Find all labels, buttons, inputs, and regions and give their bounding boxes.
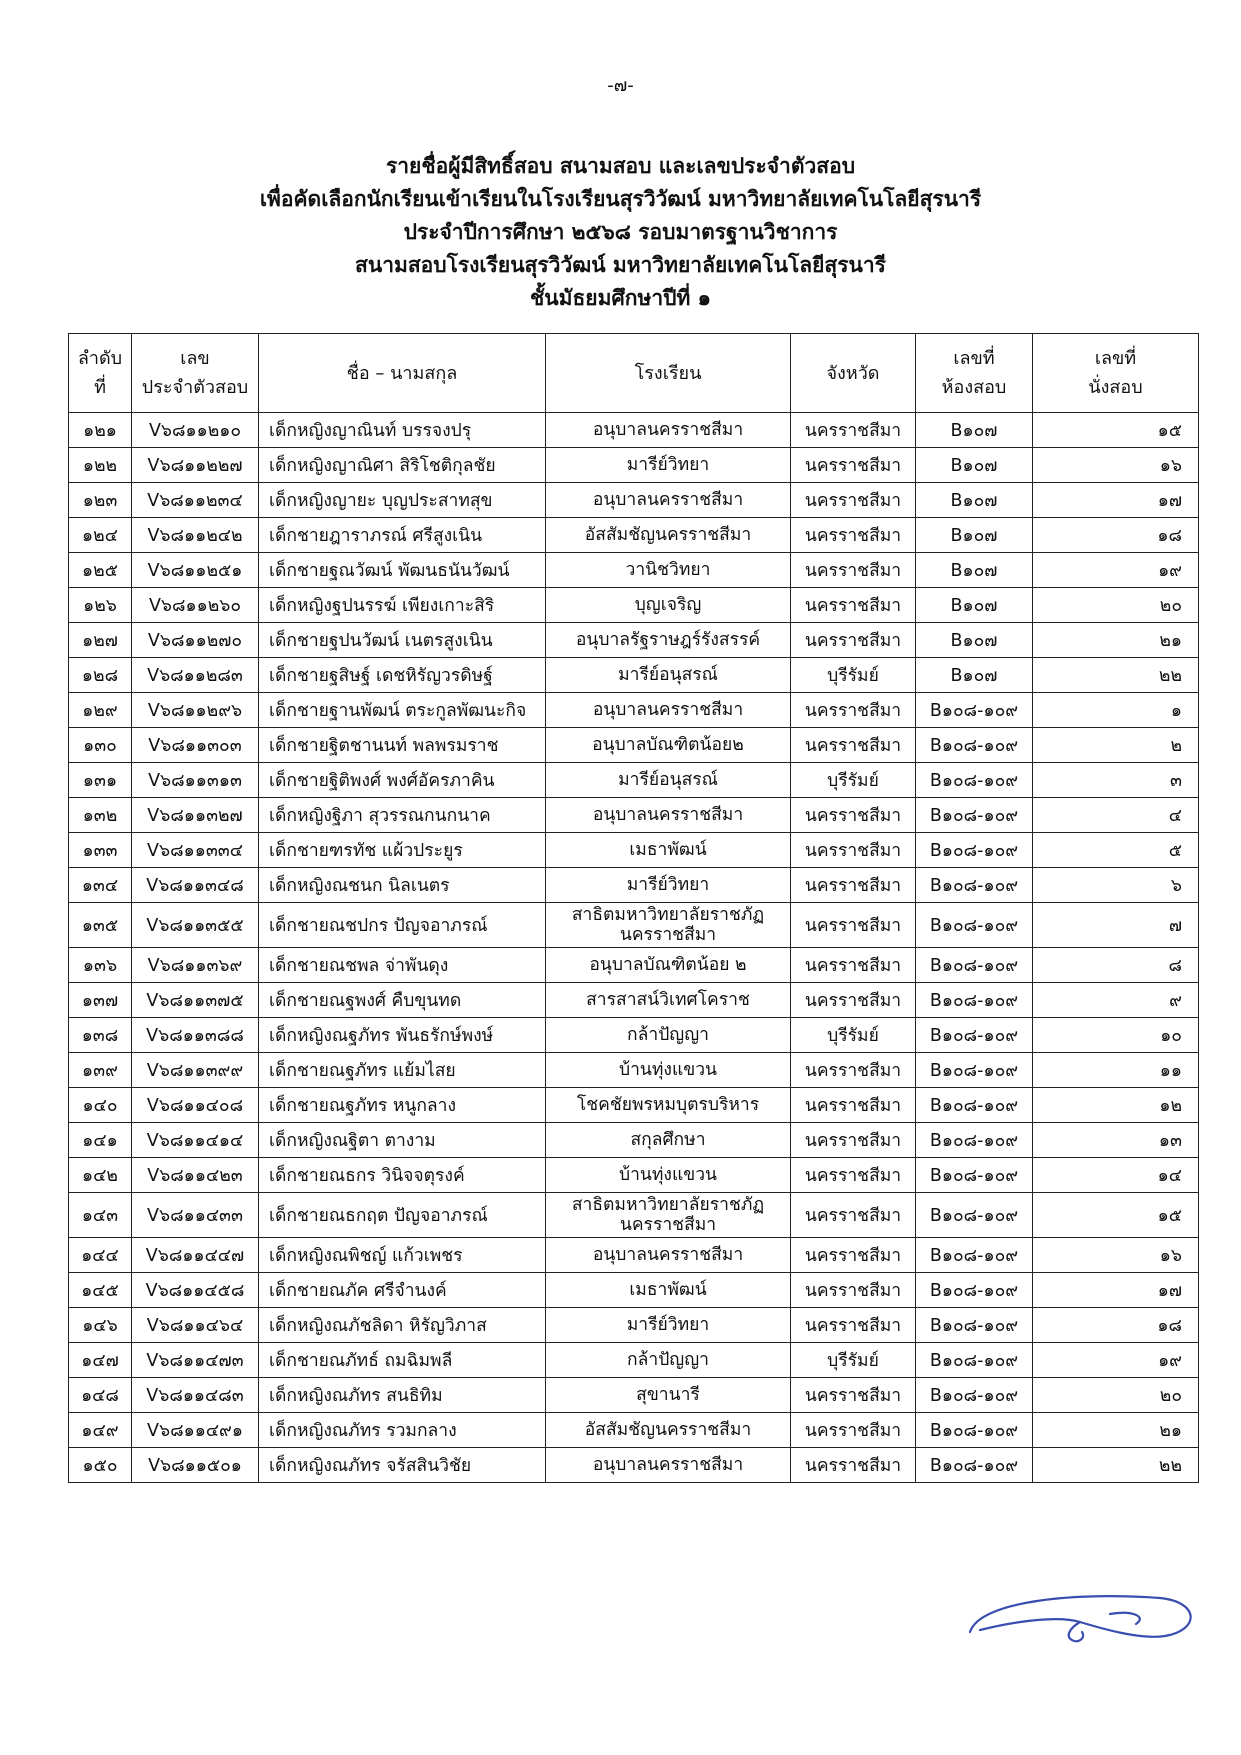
cell-name: เด็กหญิงณภัทร สนธิทิม — [259, 1378, 546, 1413]
cell-seat: ๒๑ — [1033, 623, 1199, 658]
cell-room: B๑๐๗ — [916, 623, 1033, 658]
cell-no: ๑๒๗ — [69, 623, 132, 658]
cell-room: B๑๐๘-๑๐๙ — [916, 1238, 1033, 1273]
cell-name: เด็กหญิงฐปนรรฆ์ เพียงเกาะสิริ — [259, 588, 546, 623]
cell-no: ๑๔๐ — [69, 1088, 132, 1123]
cell-no: ๑๓๔ — [69, 868, 132, 903]
cell-school: อนุบาลบัณฑิตน้อย ๒ — [546, 948, 791, 983]
cell-school: โชคชัยพรหมบุตรบริหาร — [546, 1088, 791, 1123]
cell-room: B๑๐๘-๑๐๙ — [916, 1378, 1033, 1413]
cell-no: ๑๓๒ — [69, 798, 132, 833]
cell-seat: ๑๔ — [1033, 1158, 1199, 1193]
heading-line: รายชื่อผู้มีสิทธิ์สอบ สนามสอบ และเลขประจำตัวสอบ — [385, 154, 856, 178]
table-row — [69, 1448, 1199, 1483]
cell-no: ๑๔๓ — [69, 1193, 132, 1238]
cell-name: เด็กชายฑรทัช แผ้วประยูร — [259, 833, 546, 868]
cell-name: เด็กหญิงญาณินท์ บรรจงปรุ — [259, 413, 546, 448]
cell-name: เด็กชายณชปกร ปัญจอาภรณ์ — [259, 903, 546, 948]
cell-seat: ๓ — [1033, 763, 1199, 798]
cell-province: นครราชสีมา — [791, 1413, 916, 1448]
cell-room: B๑๐๘-๑๐๙ — [916, 1158, 1033, 1193]
cell-room: B๑๐๘-๑๐๙ — [916, 1088, 1033, 1123]
cell-seat: ๙ — [1033, 983, 1199, 1018]
table-row — [69, 658, 1199, 693]
cell-exam-id: V๖๘๑๑๓๙๙ — [132, 1053, 259, 1088]
cell-province: นครราชสีมา — [791, 623, 916, 658]
table-row — [69, 1238, 1199, 1273]
cell-name: เด็กหญิงณภัทร รวมกลาง — [259, 1413, 546, 1448]
cell-name: เด็กชายณธกฤต ปัญจอาภรณ์ — [259, 1193, 546, 1238]
table-row — [69, 1413, 1199, 1448]
cell-no: ๑๔๒ — [69, 1158, 132, 1193]
table-row — [69, 1123, 1199, 1158]
cell-name: เด็กหญิงณพิชญ์ แก้วเพชร — [259, 1238, 546, 1273]
cell-province: นครราชสีมา — [791, 798, 916, 833]
cell-school: กล้าปัญญา — [546, 1343, 791, 1378]
cell-province: นครราชสีมา — [791, 448, 916, 483]
cell-school: สาธิตมหาวิทยาลัยราชภัฏ นครราชสีมา — [546, 1193, 791, 1238]
cell-school: บ้านทุ่งแขวน — [546, 1053, 791, 1088]
cell-no: ๑๓๗ — [69, 983, 132, 1018]
cell-room: B๑๐๘-๑๐๙ — [916, 903, 1033, 948]
header-room — [916, 334, 1033, 413]
cell-name: เด็กชายฐิตชานนท์ พลพรมราช — [259, 728, 546, 763]
header-exam-id-line1: เลข — [180, 348, 210, 369]
table-row — [69, 623, 1199, 658]
table-row — [69, 1193, 1199, 1238]
header-school: โรงเรียน — [546, 334, 791, 413]
cell-room: B๑๐๘-๑๐๙ — [916, 1053, 1033, 1088]
cell-school: วานิชวิทยา — [546, 553, 791, 588]
cell-no: ๑๓๑ — [69, 763, 132, 798]
cell-room: B๑๐๗ — [916, 553, 1033, 588]
cell-no: ๑๓๐ — [69, 728, 132, 763]
cell-name: เด็กชายฐณวัฒน์ พัฒนธนันวัฒน์ — [259, 553, 546, 588]
cell-room: B๑๐๘-๑๐๙ — [916, 1018, 1033, 1053]
cell-exam-id: V๖๘๑๑๒๙๖ — [132, 693, 259, 728]
cell-school: อนุบาลนครราชสีมา — [546, 483, 791, 518]
cell-province: นครราชสีมา — [791, 1273, 916, 1308]
cell-no: ๑๔๘ — [69, 1378, 132, 1413]
table-row — [69, 413, 1199, 448]
cell-province: นครราชสีมา — [791, 1378, 916, 1413]
cell-school: สุขานารี — [546, 1378, 791, 1413]
table-row — [69, 483, 1199, 518]
cell-province: นครราชสีมา — [791, 868, 916, 903]
cell-room: B๑๐๗ — [916, 413, 1033, 448]
heading-line: เพื่อคัดเลือกนักเรียนเข้าเรียนในโรงเรียนสุรวิวัฒน์ มหาวิทยาลัยเทคโนโลยีสุรนารี — [259, 187, 982, 211]
cell-exam-id: V๖๘๑๑๒๔๒ — [132, 518, 259, 553]
cell-no: ๑๒๖ — [69, 588, 132, 623]
cell-no: ๑๓๘ — [69, 1018, 132, 1053]
cell-no: ๑๔๙ — [69, 1413, 132, 1448]
cell-no: ๑๒๓ — [69, 483, 132, 518]
cell-room: B๑๐๗ — [916, 448, 1033, 483]
cell-seat: ๑๐ — [1033, 1018, 1199, 1053]
cell-seat: ๑๓ — [1033, 1123, 1199, 1158]
table-row — [69, 1343, 1199, 1378]
cell-school: เมธาพัฒน์ — [546, 833, 791, 868]
header-seat — [1033, 334, 1199, 413]
cell-room: B๑๐๘-๑๐๙ — [916, 1308, 1033, 1343]
cell-school: บุญเจริญ — [546, 588, 791, 623]
cell-province: นครราชสีมา — [791, 948, 916, 983]
cell-school: สกุลศึกษา — [546, 1123, 791, 1158]
header-room-line1: เลขที่ — [953, 348, 995, 369]
table-row — [69, 1158, 1199, 1193]
table-row — [69, 448, 1199, 483]
cell-room: B๑๐๘-๑๐๙ — [916, 1273, 1033, 1308]
cell-school: อัสสัมชัญนครราชสีมา — [546, 1413, 791, 1448]
cell-province: นครราชสีมา — [791, 518, 916, 553]
cell-exam-id: V๖๘๑๑๓๑๓ — [132, 763, 259, 798]
cell-seat: ๒๐ — [1033, 1378, 1199, 1413]
page-number: -๗- — [607, 75, 634, 96]
cell-province: นครราชสีมา — [791, 1088, 916, 1123]
cell-exam-id: V๖๘๑๑๔๔๗ — [132, 1238, 259, 1273]
cell-province: นครราชสีมา — [791, 1448, 916, 1483]
cell-exam-id: V๖๘๑๑๔๒๓ — [132, 1158, 259, 1193]
cell-province: บุรีรัมย์ — [791, 1018, 916, 1053]
cell-seat: ๖ — [1033, 868, 1199, 903]
cell-no: ๑๒๒ — [69, 448, 132, 483]
cell-exam-id: V๖๘๑๑๔๗๓ — [132, 1343, 259, 1378]
cell-province: นครราชสีมา — [791, 833, 916, 868]
cell-school: อนุบาลนครราชสีมา — [546, 798, 791, 833]
table-row — [69, 553, 1199, 588]
cell-school: อัสสัมชัญนครราชสีมา — [546, 518, 791, 553]
header-room-line2: ห้องสอบ — [941, 377, 1007, 398]
cell-seat: ๑๘ — [1033, 518, 1199, 553]
cell-room: B๑๐๘-๑๐๙ — [916, 1413, 1033, 1448]
cell-no: ๑๒๙ — [69, 693, 132, 728]
cell-province: นครราชสีมา — [791, 413, 916, 448]
cell-name: เด็กชายณฐภัทร แย้มไสย — [259, 1053, 546, 1088]
cell-exam-id: V๖๘๑๑๔๐๘ — [132, 1088, 259, 1123]
cell-name: เด็กหญิงฐิภา สุวรรณกนกนาค — [259, 798, 546, 833]
cell-name: เด็กชายฐิติพงศ์ พงศ์อัครภาคิน — [259, 763, 546, 798]
table-row — [69, 1378, 1199, 1413]
cell-exam-id: V๖๘๑๑๓๗๕ — [132, 983, 259, 1018]
cell-name: เด็กชายณภัค ศรีจำนงค์ — [259, 1273, 546, 1308]
table-row — [69, 588, 1199, 623]
heading-line: ประจำปีการศึกษา ๒๕๖๘ รอบมาตรฐานวิชาการ — [403, 220, 838, 244]
cell-name: เด็กหญิงณภัชลิดา หิรัญวิภาส — [259, 1308, 546, 1343]
cell-exam-id: V๖๘๑๑๔๕๘ — [132, 1273, 259, 1308]
cell-name: เด็กชายณฐพงศ์ คืบขุนทด — [259, 983, 546, 1018]
cell-province: นครราชสีมา — [791, 693, 916, 728]
header-seat-line2: นั่งสอบ — [1088, 377, 1143, 398]
cell-no: ๑๔๗ — [69, 1343, 132, 1378]
cell-no: ๑๔๑ — [69, 1123, 132, 1158]
cell-province: นครราชสีมา — [791, 1238, 916, 1273]
cell-province: บุรีรัมย์ — [791, 658, 916, 693]
cell-room: B๑๐๘-๑๐๙ — [916, 983, 1033, 1018]
cell-room: B๑๐๘-๑๐๙ — [916, 1343, 1033, 1378]
cell-school: อนุบาลบัณฑิตน้อย๒ — [546, 728, 791, 763]
cell-no: ๑๒๑ — [69, 413, 132, 448]
cell-school: มารีย์อนุสรณ์ — [546, 763, 791, 798]
cell-room: B๑๐๗ — [916, 518, 1033, 553]
cell-province: นครราชสีมา — [791, 903, 916, 948]
cell-exam-id: V๖๘๑๑๒๖๐ — [132, 588, 259, 623]
cell-name: เด็กชายฐปนวัฒน์ เนตรสูงเนิน — [259, 623, 546, 658]
cell-seat: ๕ — [1033, 833, 1199, 868]
cell-name: เด็กหญิงณชนก นิลเนตร — [259, 868, 546, 903]
cell-seat: ๑๗ — [1033, 1273, 1199, 1308]
cell-province: นครราชสีมา — [791, 1193, 916, 1238]
cell-seat: ๒๒ — [1033, 658, 1199, 693]
cell-exam-id: V๖๘๑๑๔๘๓ — [132, 1378, 259, 1413]
table-row — [69, 728, 1199, 763]
cell-province: นครราชสีมา — [791, 983, 916, 1018]
signature-mark — [960, 1570, 1210, 1650]
cell-exam-id: V๖๘๑๑๓๒๗ — [132, 798, 259, 833]
cell-exam-id: V๖๘๑๑๔๑๔ — [132, 1123, 259, 1158]
cell-room: B๑๐๘-๑๐๙ — [916, 868, 1033, 903]
header-exam-id-line2: ประจำตัวสอบ — [141, 377, 249, 398]
cell-name: เด็กชายฎาราภรณ์ ศรีสูงเนิน — [259, 518, 546, 553]
cell-school: สารสาสน์วิเทศโคราช — [546, 983, 791, 1018]
cell-province: นครราชสีมา — [791, 728, 916, 763]
cell-name: เด็กชายฐานพัฒน์ ตระกูลพัฒนะกิจ — [259, 693, 546, 728]
table-row — [69, 693, 1199, 728]
cell-exam-id: V๖๘๑๑๔๖๔ — [132, 1308, 259, 1343]
cell-room: B๑๐๘-๑๐๙ — [916, 1448, 1033, 1483]
cell-room: B๑๐๘-๑๐๙ — [916, 1193, 1033, 1238]
cell-no: ๑๓๓ — [69, 833, 132, 868]
cell-exam-id: V๖๘๑๑๒๘๓ — [132, 658, 259, 693]
cell-name: เด็กชายฐสิษฐ์ เดชหิรัญวรดิษฐ์ — [259, 658, 546, 693]
header-seat-line1: เลขที่ — [1094, 348, 1137, 369]
cell-seat: ๒๐ — [1033, 588, 1199, 623]
cell-school: มารีย์อนุสรณ์ — [546, 658, 791, 693]
cell-room: B๑๐๘-๑๐๙ — [916, 833, 1033, 868]
cell-room: B๑๐๘-๑๐๙ — [916, 763, 1033, 798]
cell-room: B๑๐๗ — [916, 588, 1033, 623]
table-row — [69, 1053, 1199, 1088]
cell-province: นครราชสีมา — [791, 1123, 916, 1158]
cell-room: B๑๐๘-๑๐๙ — [916, 798, 1033, 833]
cell-exam-id: V๖๘๑๑๒๒๗ — [132, 448, 259, 483]
cell-no: ๑๒๔ — [69, 518, 132, 553]
cell-no: ๑๓๙ — [69, 1053, 132, 1088]
cell-room: B๑๐๘-๑๐๙ — [916, 948, 1033, 983]
header-no: ลำดับที่ — [69, 334, 132, 413]
cell-seat: ๗ — [1033, 903, 1199, 948]
table-row — [69, 1308, 1199, 1343]
table-row — [69, 1088, 1199, 1123]
cell-province: นครราชสีมา — [791, 1053, 916, 1088]
table-row — [69, 903, 1199, 948]
cell-name: เด็กหญิงญาณิศา สิริโชติกุลชัย — [259, 448, 546, 483]
cell-name: เด็กชายณฐภัทร หนูกลาง — [259, 1088, 546, 1123]
cell-school: เมธาพัฒน์ — [546, 1273, 791, 1308]
cell-province: นครราชสีมา — [791, 588, 916, 623]
cell-no: ๑๒๘ — [69, 658, 132, 693]
cell-name: เด็กหญิงณฐภัทร พันธรักษ์พงษ์ — [259, 1018, 546, 1053]
cell-room: B๑๐๘-๑๐๙ — [916, 728, 1033, 763]
table-body — [69, 413, 1199, 1483]
cell-seat: ๑๙ — [1033, 1343, 1199, 1378]
cell-no: ๑๔๕ — [69, 1273, 132, 1308]
cell-province: บุรีรัมย์ — [791, 1343, 916, 1378]
cell-exam-id: V๖๘๑๑๔๓๓ — [132, 1193, 259, 1238]
cell-exam-id: V๖๘๑๑๓๔๘ — [132, 868, 259, 903]
cell-school: อนุบาลนครราชสีมา — [546, 693, 791, 728]
header-name: ชื่อ – นามสกุล — [259, 334, 546, 413]
cell-school: อนุบาลนครราชสีมา — [546, 413, 791, 448]
cell-seat: ๑๙ — [1033, 553, 1199, 588]
header-province: จังหวัด — [791, 334, 916, 413]
cell-seat: ๘ — [1033, 948, 1199, 983]
cell-province: นครราชสีมา — [791, 483, 916, 518]
cell-exam-id: V๖๘๑๑๒๕๑ — [132, 553, 259, 588]
exam-roster-table — [68, 333, 1199, 1483]
cell-no: ๑๕๐ — [69, 1448, 132, 1483]
cell-exam-id: V๖๘๑๑๔๙๑ — [132, 1413, 259, 1448]
cell-exam-id: V๖๘๑๑๓๘๘ — [132, 1018, 259, 1053]
cell-exam-id: V๖๘๑๑๕๐๑ — [132, 1448, 259, 1483]
cell-school: อนุบาลนครราชสีมา — [546, 1238, 791, 1273]
cell-school: มารีย์วิทยา — [546, 868, 791, 903]
table-header-row — [69, 334, 1199, 413]
cell-exam-id: V๖๘๑๑๓๖๙ — [132, 948, 259, 983]
cell-school: มารีย์วิทยา — [546, 448, 791, 483]
cell-seat: ๑๕ — [1033, 1193, 1199, 1238]
cell-school: สาธิตมหาวิทยาลัยราชภัฏ นครราชสีมา — [546, 903, 791, 948]
table-row — [69, 798, 1199, 833]
cell-name: เด็กชายณภัทธ์ ถมฉิมพลี — [259, 1343, 546, 1378]
cell-school: มารีย์วิทยา — [546, 1308, 791, 1343]
cell-exam-id: V๖๘๑๑๓๐๓ — [132, 728, 259, 763]
cell-school: อนุบาลนครราชสีมา — [546, 1448, 791, 1483]
heading-line: สนามสอบโรงเรียนสุรวิวัฒน์ มหาวิทยาลัยเทคโนโลยีสุรนารี — [355, 253, 886, 277]
cell-exam-id: V๖๘๑๑๒๗๐ — [132, 623, 259, 658]
cell-room: B๑๐๗ — [916, 658, 1033, 693]
table-row — [69, 833, 1199, 868]
cell-no: ๑๓๕ — [69, 903, 132, 948]
cell-seat: ๔ — [1033, 798, 1199, 833]
cell-school: บ้านทุ่งแขวน — [546, 1158, 791, 1193]
cell-province: นครราชสีมา — [791, 1308, 916, 1343]
cell-name: เด็กชายณธกร วินิจจตุรงค์ — [259, 1158, 546, 1193]
cell-exam-id: V๖๘๑๑๓๕๕ — [132, 903, 259, 948]
cell-province: บุรีรัมย์ — [791, 763, 916, 798]
table-row — [69, 1018, 1199, 1053]
cell-seat: ๑๗ — [1033, 483, 1199, 518]
cell-school: กล้าปัญญา — [546, 1018, 791, 1053]
table-row — [69, 868, 1199, 903]
cell-no: ๑๔๔ — [69, 1238, 132, 1273]
cell-seat: ๒๒ — [1033, 1448, 1199, 1483]
table-row — [69, 518, 1199, 553]
table-row — [69, 1273, 1199, 1308]
cell-room: B๑๐๗ — [916, 483, 1033, 518]
cell-exam-id: V๖๘๑๑๒๓๔ — [132, 483, 259, 518]
cell-province: นครราชสีมา — [791, 553, 916, 588]
cell-seat: ๑๕ — [1033, 413, 1199, 448]
cell-room: B๑๐๘-๑๐๙ — [916, 693, 1033, 728]
cell-no: ๑๓๖ — [69, 948, 132, 983]
cell-exam-id: V๖๘๑๑๓๓๔ — [132, 833, 259, 868]
cell-seat: ๑๑ — [1033, 1053, 1199, 1088]
cell-no: ๑๔๖ — [69, 1308, 132, 1343]
cell-name: เด็กหญิงณฐิตา ตางาม — [259, 1123, 546, 1158]
cell-seat: ๑๖ — [1033, 1238, 1199, 1273]
table-row — [69, 763, 1199, 798]
cell-room: B๑๐๘-๑๐๙ — [916, 1123, 1033, 1158]
cell-seat: ๑ — [1033, 693, 1199, 728]
cell-exam-id: V๖๘๑๑๒๑๐ — [132, 413, 259, 448]
cell-seat: ๑๒ — [1033, 1088, 1199, 1123]
cell-province: นครราชสีมา — [791, 1158, 916, 1193]
table-row — [69, 948, 1199, 983]
table-row — [69, 983, 1199, 1018]
cell-no: ๑๒๕ — [69, 553, 132, 588]
cell-school: อนุบาลรัฐราษฎร์รังสรรค์ — [546, 623, 791, 658]
cell-name: เด็กหญิงญายะ บุญประสาทสุข — [259, 483, 546, 518]
cell-seat: ๒๑ — [1033, 1413, 1199, 1448]
cell-name: เด็กชายณชพล จ่าพันดุง — [259, 948, 546, 983]
cell-seat: ๑๖ — [1033, 448, 1199, 483]
cell-name: เด็กหญิงณภัทร จรัสสินวิชัย — [259, 1448, 546, 1483]
heading-line: ชั้นมัธยมศึกษาปีที่ ๑ — [530, 286, 711, 310]
document-heading — [0, 150, 1241, 315]
header-exam-id — [132, 334, 259, 413]
cell-seat: ๒ — [1033, 728, 1199, 763]
cell-seat: ๑๘ — [1033, 1308, 1199, 1343]
